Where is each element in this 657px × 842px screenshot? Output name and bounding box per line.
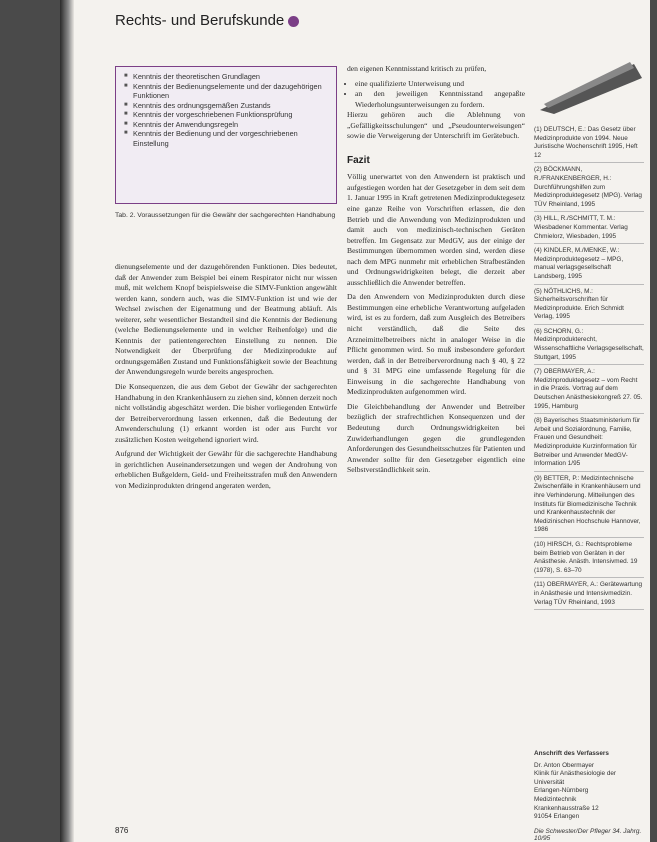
column-middle bbox=[347, 64, 525, 480]
box-item: ■ Kenntnis des ordnungsgemäßen Zustands bbox=[124, 101, 328, 111]
address-line: Krankenhausstraße 12 bbox=[534, 804, 599, 812]
reference-item: (6) SCHORN, G.: Medizinprodukterecht, Wissenschaftliche Verlagsgesellschaft, Stuttgart, 1995 bbox=[534, 328, 644, 365]
journal-page bbox=[60, 0, 650, 842]
reference-item: (1) DEUTSCH, E.: Das Gesetz über Medizinprodukte von 1994. Neue Juristische Wochenschrift 1995, Heft 12 bbox=[534, 126, 644, 163]
box-item: ■ Kenntnis der vorgeschriebenen Funktionsprüfung bbox=[124, 110, 328, 120]
reference-item: (2) BÖCKMANN, R./FRANKENBERGER, H.: Durchführungshilfen zum Medizinproduktegesetz (MPG). Verlag TÜV Rheinland, 1995 bbox=[534, 166, 644, 212]
reference-item: (4) KINDLER, M./MENKE, W.: Medizinproduktegesetz – MPG, manual verlagsgesellschaft Landsberg, 1995 bbox=[534, 247, 644, 284]
paragraph: dienungselemente und der dazugehörenden Funktionen. Dies bedeutet, daß der Anwender zum Beispiel bei einem Respirator nicht nur wissen muß, mit welchem Knopf beispielsweise die SIMV-Funktion angewählt werden kann, sondern auch, was die SIMV-Funktion ist und wie der Wechsel zwischen der Eigenatmung und der Beatmung abläuft. Als weiterer, sehr wesentlicher Bestandteil sind die Kenntnis der Bedienung (welche Bedienungselemente und in welcher Reihenfolge) und die Kenntnis der patientengerechten Einstellung zu nennen. Die Notwendigkeit der Überprüfung der Medizinprodukte auf ordnungsgemäßen Zustand und Funktionsfähigkeit sowie der Beachtung der Anwendungsregeln wurde bereits angesprochen. bbox=[115, 262, 337, 377]
address-line: Medizintechnik bbox=[534, 795, 577, 803]
paragraph: Hierzu gehören auch die Ablehnung von „Gefälligkeitsschulungen“ und „Pseudounterweisungen“ sowie die Verweigerung der Unterschrift im Gerätebuch. bbox=[347, 110, 525, 141]
reference-item: (10) HIRSCH, G.: Rechtsprobleme beim Betrieb von Geräten in der Anästhesie. Anästh. Intensivmed. 19 (1978), S. 63–70 bbox=[534, 541, 644, 578]
author-address-title: Anschrift des Verfassers bbox=[534, 750, 609, 757]
box-item: ■ Kenntnis der Anwendungsregeln bbox=[124, 120, 328, 130]
paragraph: Die Gleichbehandlung der Anwender und Betreiber bezüglich der strafrechtlichen Konsequenzen und der Bedeutung durch Ordnungswidrigkeiten bei Zuwiderhandlungen gegen die grundlegenden Anforderungen des Gesundheitsschutzes für Patienten und Anwender sollte für den Gesetzgeber eigentlich eine Selbstverständlichkeit sein. bbox=[347, 401, 525, 475]
paragraph: Aufgrund der Wichtigkeit der Gewähr für die sachgerechte Handhabung in gerichtlichen Auseinandersetzungen und wegen der Androhung von erheblichen Bußgeldern, Geld- und Freiheitsstrafen muß den Anwendern von Medizinprodukten dringend angeraten werden, bbox=[115, 449, 337, 490]
journal-footer: Die Schwester/Der Pfleger 34. Jahrg. 10/95 bbox=[534, 828, 642, 842]
reference-item: (11) OBERMAYER, A.: Gerätewartung in Anästhesie und Intensivmedizin. Verlag TÜV Rheinland, 1993 bbox=[534, 581, 644, 610]
box-item: ■ Kenntnis der Bedienungselemente und der dazugehörigen Funktionen bbox=[124, 82, 328, 101]
paragraph: den eigenen Kenntnisstand kritisch zu prüfen, bbox=[347, 64, 487, 73]
list-item: • eine qualifizierte Unterweisung und bbox=[355, 79, 525, 90]
box-item: ■ Kenntnis der theoretischen Grundlagen bbox=[124, 72, 328, 82]
reference-item: (9) BETTER, P.: Medizintechnische Zwischenfälle in Krankenhäusern und ihre Verhinderung. Mitteilungen des Instituts für Biomedizinische Technik und Krankenhaustechnik der Medizinischen Hochschule Hannover, 1986 bbox=[534, 475, 644, 538]
book-spine bbox=[60, 0, 74, 842]
demand-list bbox=[347, 79, 525, 111]
decorative-graphic-icon bbox=[534, 60, 646, 116]
address-line: Dr. Anton Obermayer bbox=[534, 761, 595, 769]
table-caption: Tab. 2. Voraussetzungen für die Gewähr der sachgerechten Handhabung bbox=[115, 212, 336, 219]
paragraph: Völlig unerwartet von den Anwendern ist praktisch und aufgestiegen worden hat der Gesetzgeber in dem seit dem 1. Januar 1995 in Kraft getretenen Medizinproduktegesetz eine ganze Reihe von Vorschriften erlassen, die den Betrieb und die Anwendung von Medizinprodukten und damit auch von medizinisch-technischen Geräten betreffen. Im Gegensatz zur MedGV, aus der einige der Bestimmungen übernommen worden sind, werden diese nach dem MPG nunmehr mit erheblichen Strafbeständen und Ordnungswidrigkeiten belegt, die derzeit aber ausschließlich die Anwender betreffen. bbox=[347, 172, 525, 287]
fazit-heading: Fazit bbox=[347, 154, 370, 166]
address-line: Erlangen-Nürnberg bbox=[534, 787, 589, 795]
reference-item: (8) Bayerisches Staatsministerium für Arbeit und Sozialordnung, Familie, Frauen und Gesundheit: Medizinprodukte Kurzinformation für Betreiber und Anwender MedGV-Information 1/95 bbox=[534, 417, 644, 472]
reference-item: (3) HILL, R./SCHMITT, T. M.: Wiesbadener Kommentar. Verlag Chmielorz, Wiesbaden, 1995 bbox=[534, 215, 644, 244]
section-header bbox=[115, 12, 299, 29]
list-item: • an den jeweiligen Kenntnisstand angepaßte Wiederholungsunterweisungen zu fordern. bbox=[355, 89, 525, 110]
address-line: Klinik für Anästhesiologie der Universität bbox=[534, 770, 617, 786]
box-item: ■ Kenntnis der Bedienung und der vorgeschriebenen Einstellung bbox=[124, 129, 328, 148]
requirements-box bbox=[115, 66, 337, 204]
paragraph: Da den Anwendern von Medizinprodukten durch diese Bestimmungen eine erhebliche Verantwortung aufgeladen wird, ist es zu fordern, daß zum Ausgleich des Betreibers nicht verständlich, daß die Seite des Arzneimittelbetreibers nicht in analoger Weise in die Pflicht genommen wird. So muß insbesondere gefordert werden, daß in der Betreiberverordnung nach § 40, § 22 und § 31 MPG eine umfassende Regelung für die Einweisung in die sachgerechte Handhabung von Medizinprodukten aufgenommen wird. bbox=[347, 292, 525, 397]
section-title: Rechts- und Berufskunde bbox=[115, 12, 285, 29]
column-left bbox=[115, 262, 337, 495]
address-line: 91054 Erlangen bbox=[534, 813, 580, 821]
purple-dot-icon bbox=[288, 16, 299, 27]
reference-item: (7) OBERMAYER, A.: Medizinproduktegesetz – vom Recht in die Praxis. Vortrag auf dem Deutschen Anästhesiekongreß 27. 05. 1995, Hamburg bbox=[534, 368, 644, 414]
page-number: 876 bbox=[115, 826, 129, 835]
reference-item: (5) NÖTHLICHS, M.: Sicherheitsvorschriften für Medizinprodukte. Erich Schmidt Verlag, 1995 bbox=[534, 288, 644, 325]
paragraph: Die Konsequenzen, die aus dem Gebot der Gewähr der sachgerechten Handhabung in den Krankenhäusern zu ziehen sind, können derzeit noch nicht vollständig abgeschätzt werden. Die bisher vorliegenden Entwürfe der Betreiberverordnung lassen erkennen, daß die Bedeutung der Anwenderschulung (1) erkannt worden ist oder aus Furcht vor zusätzlichen Kosten weitgehend ignoriert wird. bbox=[115, 382, 337, 444]
reference-list bbox=[534, 126, 644, 613]
author-address bbox=[534, 750, 646, 822]
